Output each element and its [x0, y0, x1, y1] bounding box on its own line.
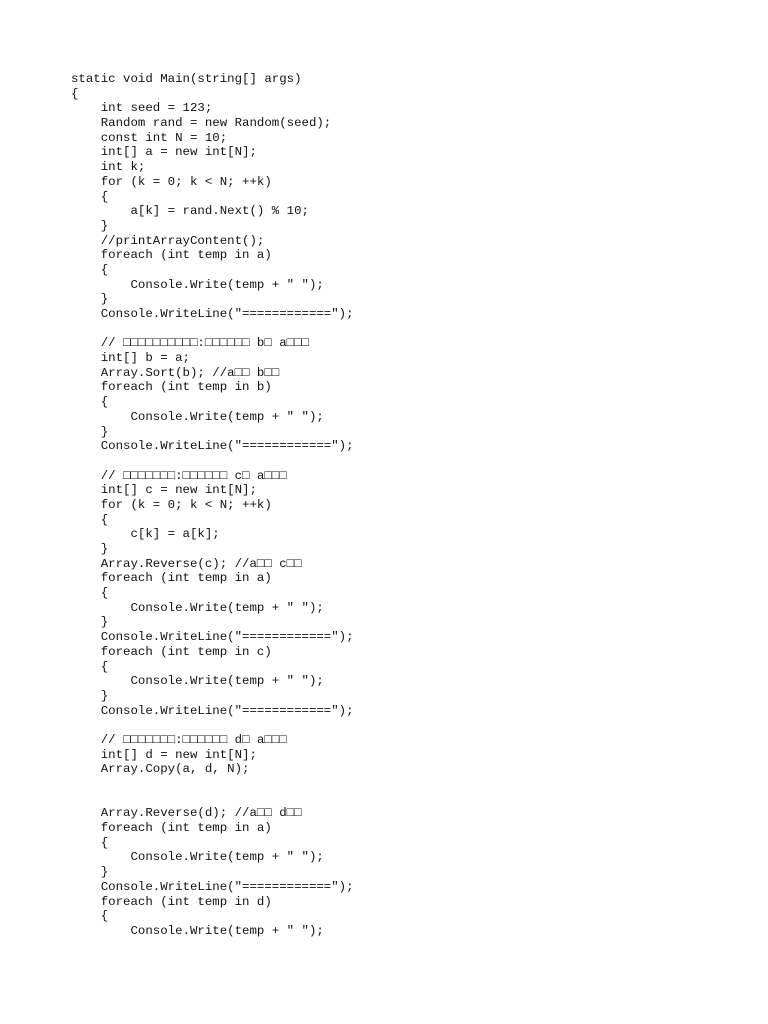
code-line: //printArrayContent();: [71, 233, 265, 248]
code-line: Console.WriteLine("============");: [71, 703, 354, 718]
code-line: Console.Write(temp + " ");: [71, 277, 324, 292]
code-line: Console.WriteLine("============");: [71, 307, 354, 321]
code-line: }: [71, 865, 109, 880]
code-line: {: [71, 86, 79, 101]
code-line: [71, 777, 751, 792]
code-line: [71, 718, 751, 733]
code-line: Console.WriteLine("============");: [71, 630, 354, 645]
code-line: Console.WriteLine("============");: [71, 879, 354, 894]
code-block: [71, 72, 751, 939]
code-line: foreach (int temp in a): [71, 248, 272, 263]
code-line: int k;: [71, 160, 146, 175]
code-line: }: [71, 218, 109, 233]
code-line: foreach (int temp in a): [71, 821, 272, 836]
code-line: foreach (int temp in c): [71, 644, 272, 659]
code-line: Console.WriteLine("============");: [71, 439, 354, 454]
code-line: a[k] = rand.Next() % 10;: [71, 204, 309, 219]
code-line: // □□□□□□□□□□:□□□□□□ b□ a□□□: [71, 336, 309, 351]
code-line: int[] c = new int[N];: [71, 483, 257, 498]
code-line: {: [71, 909, 109, 924]
code-line: Console.Write(temp + " ");: [71, 923, 324, 938]
code-line: Array.Sort(b); //a□□ b□□: [71, 365, 280, 380]
code-line: for (k = 0; k < N; ++k): [71, 174, 272, 189]
code-line: [71, 322, 751, 337]
code-line: foreach (int temp in a): [71, 571, 272, 586]
code-line: }: [71, 292, 109, 307]
code-line: int[] b = a;: [71, 351, 190, 366]
code-line: }: [71, 688, 109, 703]
code-line: Random rand = new Random(seed);: [71, 116, 332, 131]
code-line: int[] d = new int[N];: [71, 747, 257, 762]
code-line: for (k = 0; k < N; ++k): [71, 497, 272, 512]
code-line: {: [71, 586, 109, 601]
code-line: int[] a = new int[N];: [71, 145, 257, 160]
code-line: // □□□□□□□:□□□□□□ c□ a□□□: [71, 468, 287, 483]
code-line: Console.Write(temp + " ");: [71, 409, 324, 424]
code-line: int seed = 123;: [71, 101, 213, 116]
code-line: {: [71, 189, 109, 204]
code-line: {: [71, 262, 109, 277]
code-line: foreach (int temp in b): [71, 380, 272, 395]
code-line: Array.Reverse(d); //a□□ d□□: [71, 806, 302, 821]
code-line: foreach (int temp in d): [71, 894, 272, 909]
code-line: Console.Write(temp + " ");: [71, 850, 324, 865]
code-line: }: [71, 424, 109, 439]
code-line: [71, 792, 751, 807]
code-line: {: [71, 395, 109, 410]
code-line: Array.Reverse(c); //a□□ c□□: [71, 556, 302, 571]
code-line: // □□□□□□□:□□□□□□ d□ a□□□: [71, 732, 287, 747]
code-line: {: [71, 512, 109, 527]
code-line: {: [71, 835, 109, 850]
code-line: const int N = 10;: [71, 130, 228, 145]
code-line: c[k] = a[k];: [71, 527, 220, 542]
code-line: Console.Write(temp + " ");: [71, 600, 324, 615]
code-line: [71, 454, 751, 469]
code-line: Console.Write(temp + " ");: [71, 674, 324, 689]
code-line: {: [71, 659, 109, 674]
code-line: static void Main(string[] args): [71, 72, 302, 86]
code-line: }: [71, 542, 109, 556]
code-line: }: [71, 615, 109, 630]
code-line: Array.Copy(a, d, N);: [71, 762, 250, 777]
